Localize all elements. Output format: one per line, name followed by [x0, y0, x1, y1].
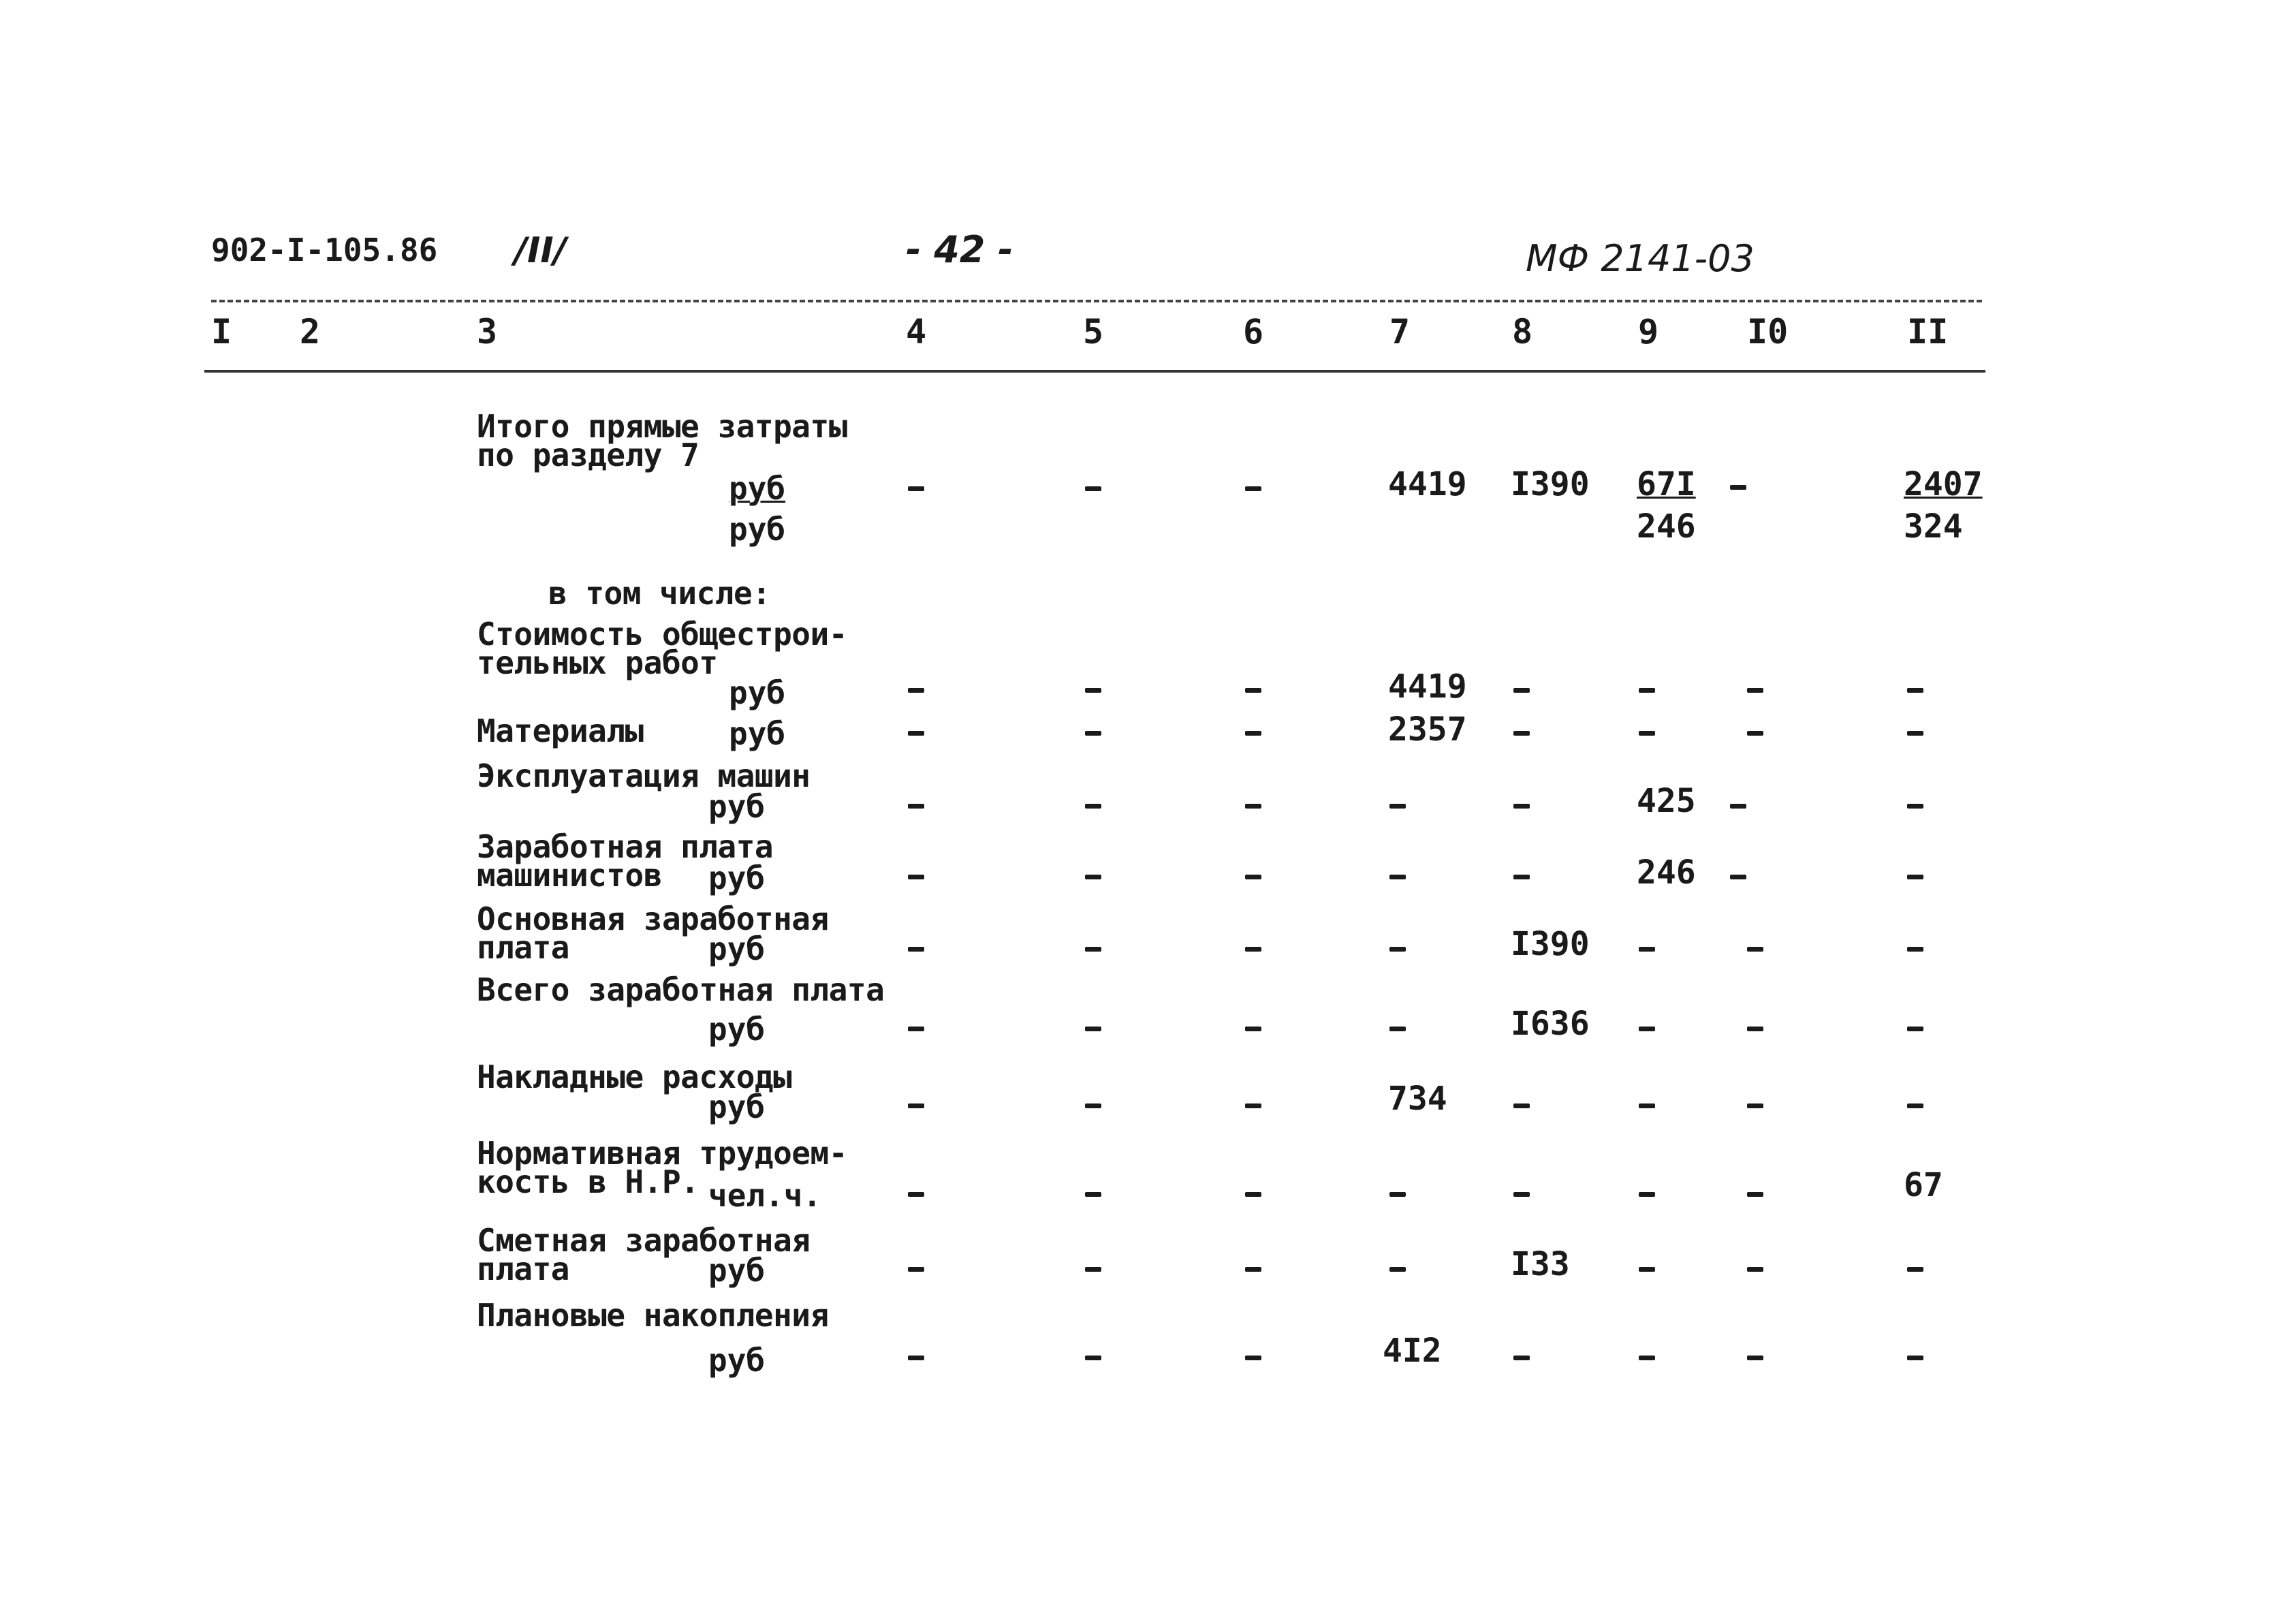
dash-mark: [1085, 1267, 1101, 1272]
dash-mark: [1085, 1192, 1101, 1197]
dash-mark: [1639, 688, 1655, 693]
row-label-line1: Сметная заработная: [477, 1222, 811, 1259]
total-col8-value: I390: [1511, 465, 1590, 503]
page-number: - 42 -: [906, 228, 1013, 271]
row-label-line1: Основная заработная: [477, 901, 829, 937]
column-number-7: 7: [1389, 312, 1411, 351]
row-unit: руб: [729, 715, 786, 752]
column-number-6: 6: [1243, 312, 1264, 351]
column-number-9: 9: [1638, 312, 1659, 351]
dash-mark: [1085, 688, 1101, 693]
row-unit: руб: [708, 1011, 766, 1048]
dash-mark: [1730, 485, 1746, 490]
dash-mark: [1389, 875, 1406, 879]
row-col8-value: I636: [1511, 1005, 1590, 1043]
dash-mark: [1245, 1356, 1261, 1360]
row-label-line1: Нормативная трудоем-: [477, 1135, 847, 1172]
row-col8-value: I390: [1511, 925, 1590, 963]
dash-mark: [908, 875, 924, 879]
dash-mark: [908, 1356, 924, 1360]
row-label-line1: Материалы: [477, 712, 644, 749]
dash-mark: [1639, 1192, 1655, 1197]
dash-mark: [1747, 1356, 1763, 1360]
dash-mark: [1389, 1267, 1406, 1272]
dash-mark: [1389, 804, 1406, 809]
dash-mark: [1907, 688, 1923, 693]
row-unit: руб: [708, 1342, 766, 1379]
total-label-line1: Итого прямые затраты: [477, 408, 847, 445]
dash-mark: [908, 804, 924, 809]
column-number-10: I0: [1747, 312, 1789, 351]
row-label-line2: плата: [477, 1251, 569, 1287]
dash-mark: [1639, 731, 1655, 736]
dash-mark: [1513, 731, 1530, 736]
row-col7-value: 4419: [1388, 668, 1467, 706]
dash-mark: [1085, 804, 1101, 809]
dash-mark: [1085, 1103, 1101, 1108]
dash-mark: [1085, 1027, 1101, 1031]
dash-mark: [1085, 875, 1101, 879]
column-number-8: 8: [1512, 312, 1533, 351]
dash-mark: [908, 731, 924, 736]
dash-mark: [1907, 875, 1923, 879]
dash-mark: [1245, 1103, 1261, 1108]
dash-mark: [1747, 1103, 1763, 1108]
dash-mark: [1085, 1356, 1101, 1360]
column-number-11: II: [1907, 312, 1949, 351]
row-unit: руб: [708, 1252, 766, 1289]
dash-mark: [1085, 947, 1101, 952]
dash-mark: [1245, 1267, 1261, 1272]
dash-mark: [1513, 688, 1530, 693]
total-col9-second-value: 246: [1637, 507, 1696, 546]
dash-mark: [1907, 1356, 1923, 1360]
dash-mark: [1907, 804, 1923, 809]
dash-mark: [1639, 1267, 1655, 1272]
row-unit: руб: [708, 788, 766, 825]
dash-mark: [1245, 1027, 1261, 1031]
dash-mark: [1747, 1192, 1763, 1197]
dash-mark: [1513, 804, 1530, 809]
dash-mark: [1389, 947, 1406, 952]
row-col9-value: 246: [1637, 854, 1696, 892]
dash-mark: [1730, 875, 1746, 879]
dash-mark: [1907, 1267, 1923, 1272]
row-col8-value: I33: [1511, 1245, 1570, 1283]
row-label-line2: кость в Н.Р.: [477, 1163, 699, 1200]
row-unit: руб: [708, 1089, 766, 1125]
dash-mark: [1907, 1027, 1923, 1031]
row-unit: руб: [708, 860, 766, 896]
row-label-line2: машинистов: [477, 857, 662, 894]
dash-mark: [908, 1267, 924, 1272]
dash-mark: [1639, 1356, 1655, 1360]
dash-mark: [1245, 688, 1261, 693]
document-code: 902-I-105.86: [211, 232, 438, 268]
dash-mark: [908, 1027, 924, 1031]
dash-mark: [1389, 1027, 1406, 1031]
row-label-line1: Всего заработная плата: [477, 971, 885, 1008]
row-label-line2: тельных работ: [477, 644, 718, 681]
row-col7-value: 2357: [1388, 710, 1467, 749]
row-col9-value: 425: [1637, 782, 1696, 820]
row-unit: чел.ч.: [708, 1177, 822, 1214]
total-col11-second-value: 324: [1904, 507, 1963, 546]
section-mark: /II/: [514, 230, 567, 271]
dash-mark: [1245, 875, 1261, 879]
column-number-5: 5: [1083, 312, 1104, 351]
column-number-4: 4: [906, 312, 927, 351]
row-label-line1: Плановые накопления: [477, 1297, 829, 1334]
dash-mark: [1245, 1192, 1261, 1197]
dash-mark: [908, 1192, 924, 1197]
total-unit-1: руб: [729, 470, 786, 507]
total-label-line2: по разделу 7: [477, 437, 699, 473]
total-col11-value: 2407: [1904, 465, 1983, 503]
album-code: МФ 2141-03: [1526, 237, 1755, 280]
dash-mark: [908, 947, 924, 952]
dash-mark: [908, 688, 924, 693]
table-top-rule: [211, 300, 1982, 302]
table-header-rule: [204, 370, 1985, 373]
dash-mark: [1747, 688, 1763, 693]
dash-mark: [1730, 804, 1746, 809]
row-label-line2: плата: [477, 929, 569, 966]
dash-mark: [1245, 486, 1261, 491]
total-col9-value: 67I: [1637, 465, 1696, 503]
row-col7-value: 4I2: [1383, 1332, 1442, 1370]
dash-mark: [1245, 731, 1261, 736]
dash-mark: [1513, 1356, 1530, 1360]
dash-mark: [1245, 947, 1261, 952]
row-label-line1: Стоимость общестрои-: [477, 616, 847, 653]
subheading-including: в том числе:: [548, 575, 771, 612]
dash-mark: [1747, 1027, 1763, 1031]
row-col11-value: 67: [1904, 1166, 1943, 1204]
dash-mark: [1085, 731, 1101, 736]
column-number-3: 3: [477, 312, 498, 351]
dash-mark: [1907, 731, 1923, 736]
column-number-2: 2: [300, 312, 321, 351]
dash-mark: [1747, 1267, 1763, 1272]
row-label-line1: Накладные расходы: [477, 1059, 792, 1095]
dash-mark: [1747, 947, 1763, 952]
dash-mark: [1513, 875, 1530, 879]
dash-mark: [1513, 1103, 1530, 1108]
dash-mark: [908, 1103, 924, 1108]
row-label-line1: Эксплуатация машин: [477, 757, 811, 794]
dash-mark: [1513, 1192, 1530, 1197]
row-unit: руб: [729, 674, 786, 711]
row-unit: руб: [708, 930, 766, 967]
dash-mark: [1639, 1027, 1655, 1031]
total-col7-value: 4419: [1388, 465, 1467, 503]
dash-mark: [1907, 1103, 1923, 1108]
column-number-1: I: [211, 312, 232, 351]
dash-mark: [1907, 947, 1923, 952]
dash-mark: [1639, 1103, 1655, 1108]
dash-mark: [908, 486, 924, 491]
row-col7-value: 734: [1388, 1080, 1447, 1118]
dash-mark: [1747, 731, 1763, 736]
dash-mark: [1389, 1192, 1406, 1197]
dash-mark: [1085, 486, 1101, 491]
row-label-line1: Заработная плата: [477, 828, 774, 865]
dash-mark: [1639, 947, 1655, 952]
dash-mark: [1245, 804, 1261, 809]
total-unit-2: руб: [729, 511, 786, 548]
